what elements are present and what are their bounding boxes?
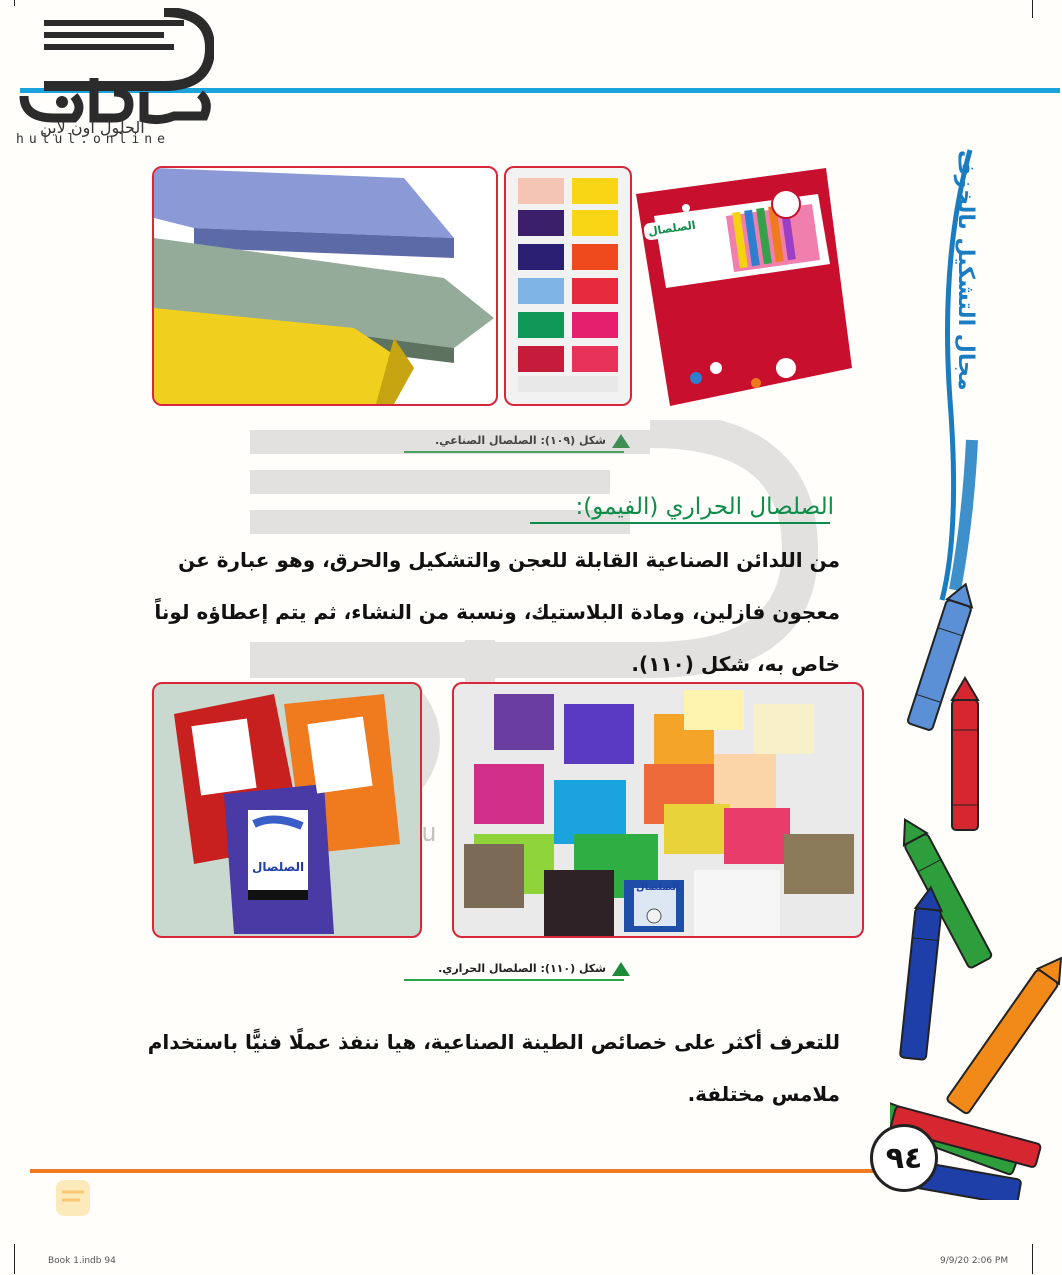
crop-mark: [14, 0, 15, 6]
caption-triangle-icon: [612, 434, 630, 448]
figure-110-cubes-photo: [452, 682, 864, 938]
figure-109-caption: [435, 434, 606, 447]
figure-109-color-blocks-photo: [504, 166, 632, 406]
crayons-illustration: [890, 580, 1062, 1200]
figure-110-cube-label: الصلصال: [636, 882, 680, 893]
figure-110-packet-label: الصلصال: [252, 860, 305, 874]
side-title-text: مجال التشكيل بالخزف: [953, 150, 978, 391]
logo-url: hulul.online: [16, 132, 170, 147]
figure-110-packets-photo: [152, 682, 422, 938]
page-number: ٩٤: [870, 1124, 938, 1192]
figure-109-caption-text: شكل (١٠٩): الصلصال الصناعي.: [434, 434, 606, 447]
side-title: [946, 150, 976, 490]
crop-mark: [1032, 0, 1033, 18]
figure-110-caption: [438, 962, 606, 975]
paragraph-1: من اللدائن الصناعية القابلة للعجن والتشكيل والحرق، وهو عبارة عن معجون فازلين، ومادة البلاستيك، ونسبة من النشاء، ثم يتم إعطاؤه لوناً خاص به، شكل (١١٠).: [154, 548, 840, 676]
paragraph-2: للتعرف أكثر على خصائص الطينة الصناعية، هيا ننفذ عملًا فنيًّا باستخدام ملامس مختلفة.: [147, 1030, 840, 1106]
footer-timestamp: 9/9/20 2:06 PM: [940, 1256, 1009, 1266]
footer-file: Book 1.indb 94: [48, 1256, 116, 1266]
section-heading: الصلصال الحراري (الفيمو):: [575, 494, 834, 520]
figure-110-caption-text: شكل (١١٠): الصلصال الحراري.: [438, 962, 606, 975]
section-heading-underline: [530, 522, 830, 524]
caption-triangle-icon: [612, 962, 630, 976]
figure-109-clay-sticks-photo: [152, 166, 498, 406]
crop-mark: [1032, 1244, 1033, 1274]
crop-mark: [14, 1244, 15, 1274]
figure-109-red-box-photo: [636, 168, 852, 406]
corner-logo-icon: [52, 1160, 98, 1220]
bottom-rule: [30, 1169, 880, 1173]
figure-109-packet-label: الصلصال: [643, 216, 701, 241]
logo-subtitle: الحلول اون لاين: [40, 118, 145, 137]
